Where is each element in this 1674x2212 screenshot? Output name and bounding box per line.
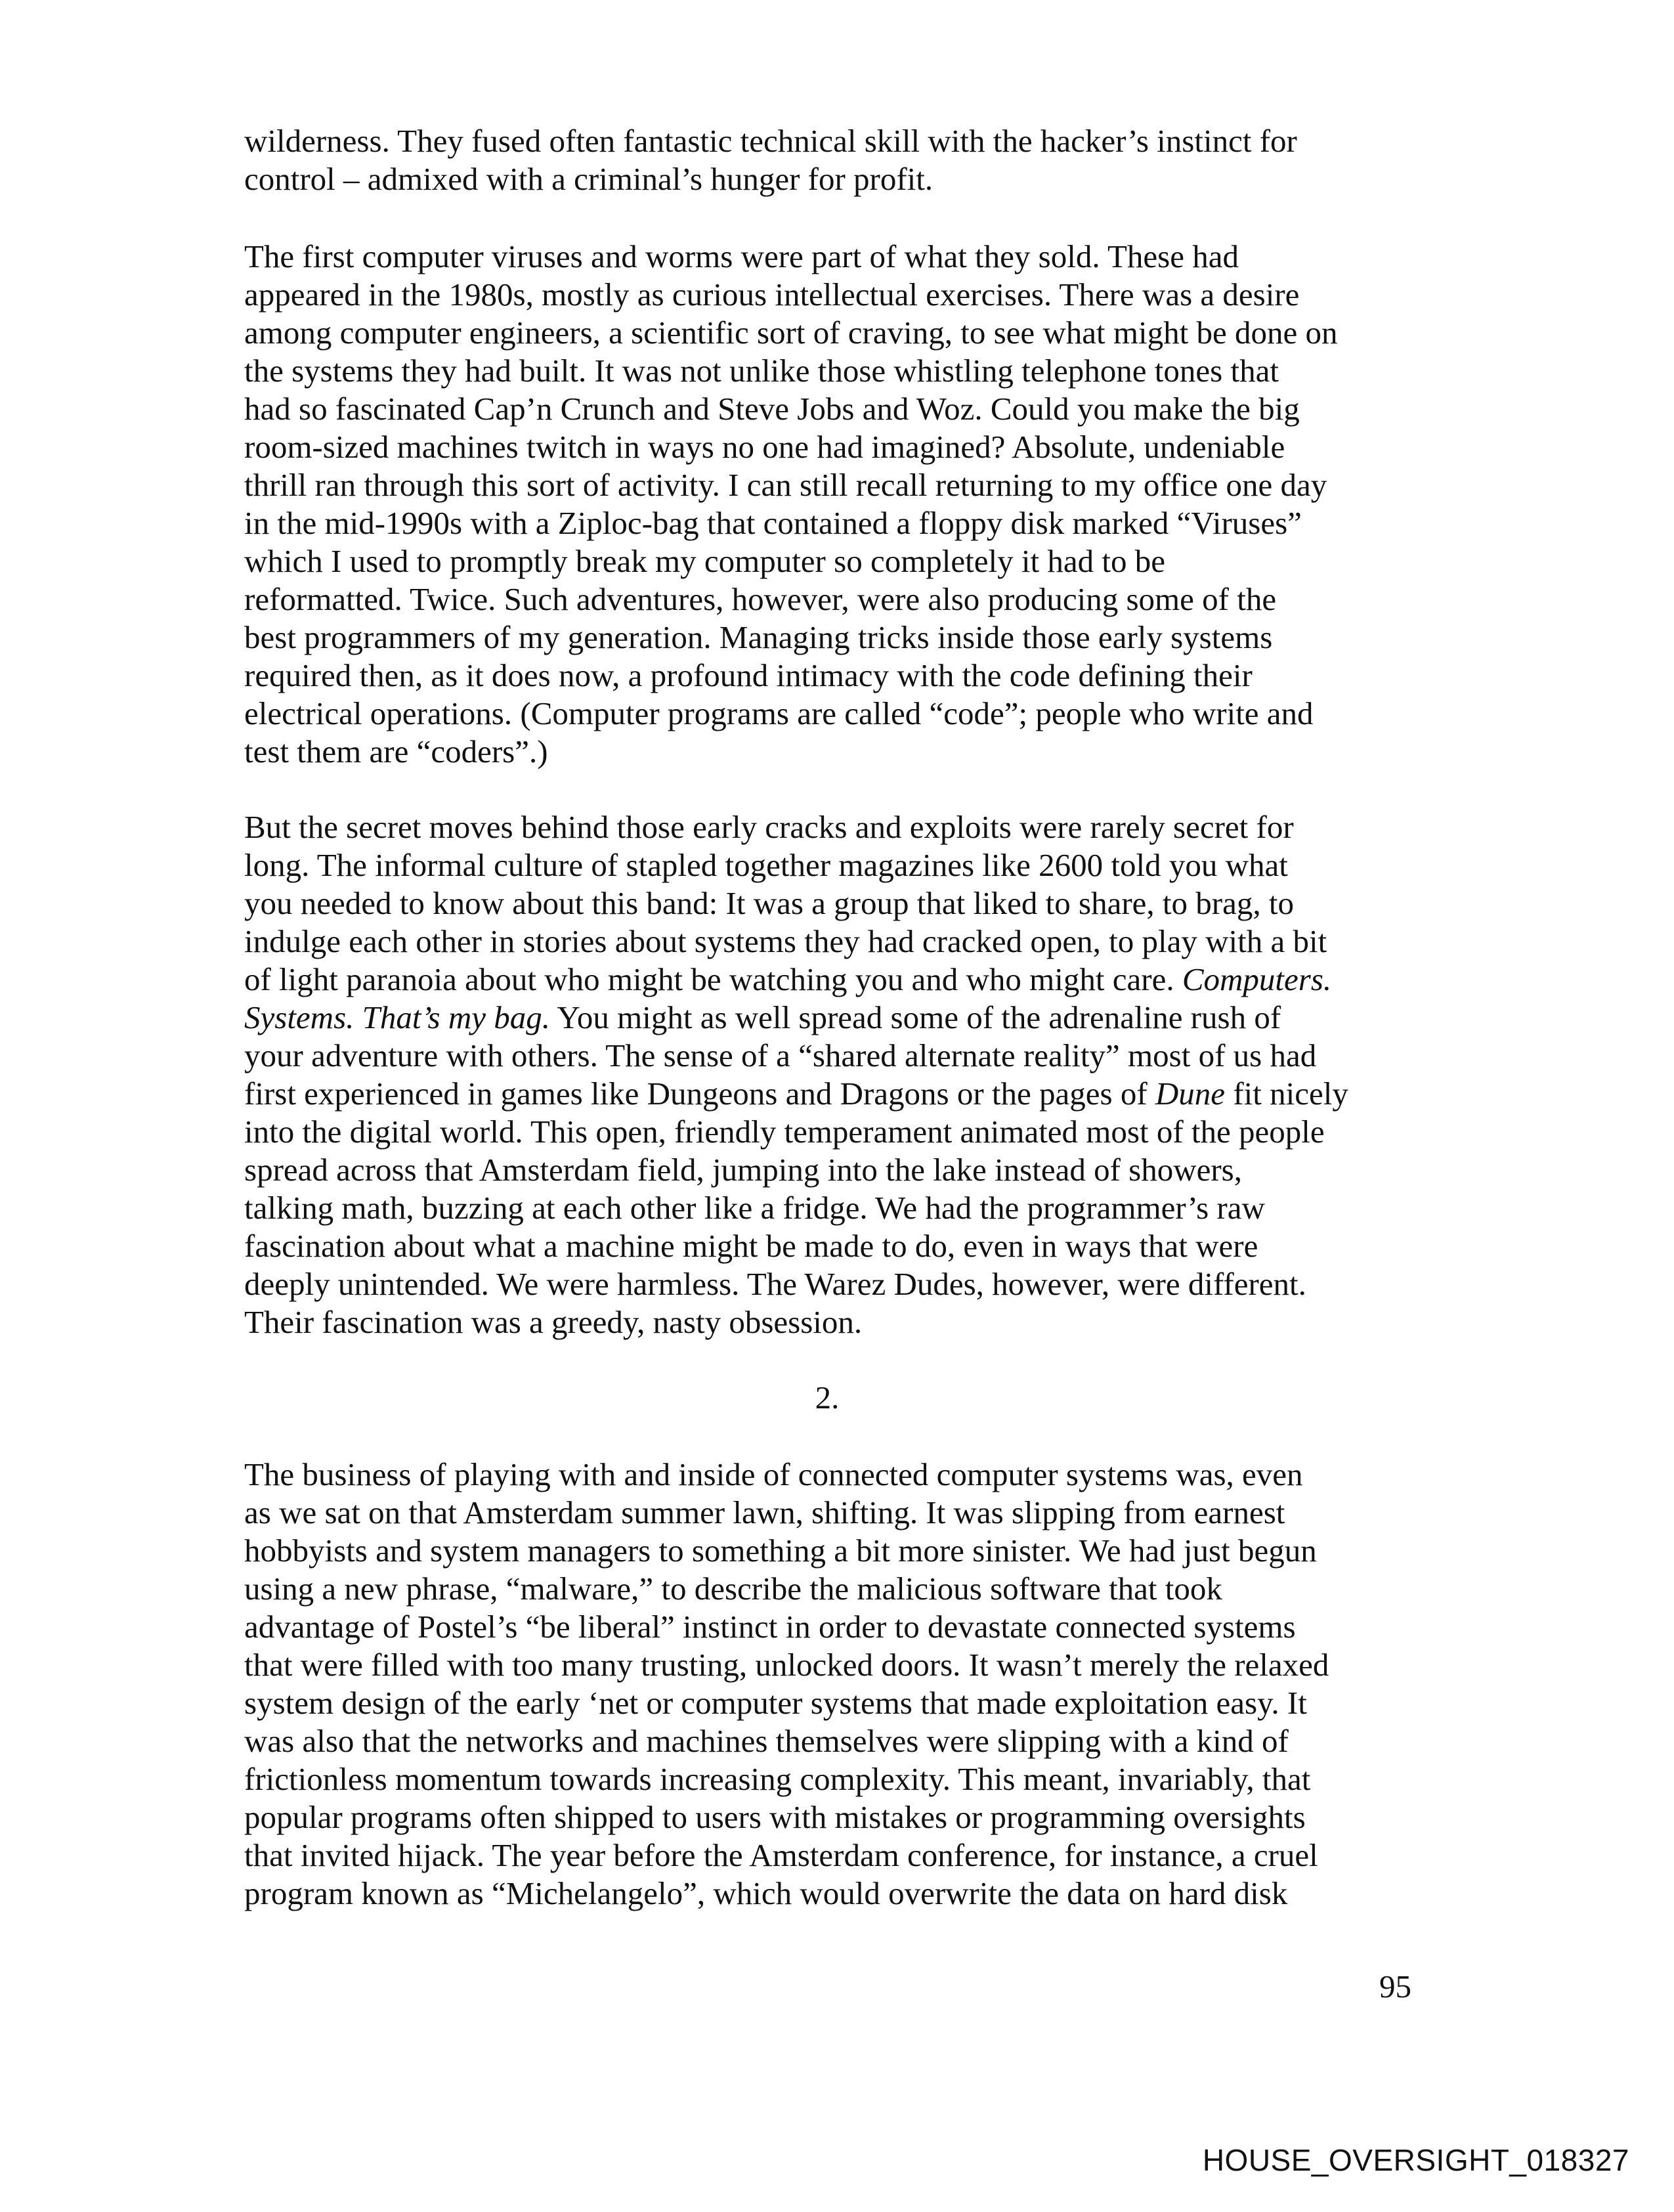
text-line <box>244 695 1338 733</box>
text-line <box>244 846 1348 884</box>
text-line <box>244 1189 1348 1227</box>
paragraph-2 <box>244 238 1338 771</box>
text-segment: into the digital world. This open, friendly temperament animated most of the people <box>244 1114 1325 1150</box>
text-segment: hobbyists and system managers to something a bit more sinister. We had just begun <box>244 1532 1317 1569</box>
text-line <box>244 961 1348 999</box>
text-line <box>244 1303 1348 1341</box>
paragraph-4 <box>244 1456 1329 1913</box>
text-line <box>244 1456 1329 1494</box>
text-segment: talking math, buzzing at each other like a fridge. We had the programmer’s raw <box>244 1190 1265 1226</box>
text-line <box>244 1113 1348 1151</box>
text-line <box>244 733 1338 771</box>
text-segment: The first computer viruses and worms were part of what they sold. These had <box>244 238 1239 274</box>
text-segment: spread across that Amsterdam field, jumping into the lake instead of showers, <box>244 1152 1243 1188</box>
text-line <box>244 1760 1329 1798</box>
text-line <box>244 542 1338 580</box>
italic-text: Dune <box>1155 1075 1226 1112</box>
text-segment: indulge each other in stories about systems they had cracked open, to play with a bit <box>244 923 1327 959</box>
bates-footer: HOUSE_OVERSIGHT_018327 <box>1202 2143 1629 2177</box>
text-segment: popular programs often shipped to users with mistakes or programming oversights <box>244 1799 1306 1835</box>
text-line <box>244 1646 1329 1684</box>
text-line <box>244 808 1348 846</box>
text-line <box>244 1494 1329 1532</box>
page-number: 95 <box>1379 1968 1411 2005</box>
text-segment: program known as “Michelangelo”, which would overwrite the data on hard disk <box>244 1875 1288 1911</box>
text-line <box>244 884 1348 922</box>
italic-text: Systems. That’s my bag. <box>244 999 550 1035</box>
text-line <box>244 1227 1348 1265</box>
text-segment: using a new phrase, “malware,” to describe the malicious software that took <box>244 1571 1222 1607</box>
text-segment: that were filled with too many trusting, unlocked doors. It wasn’t merely the relaxed <box>244 1647 1329 1683</box>
text-segment: among computer engineers, a scientific sort of craving, to see what might be done on <box>244 314 1338 351</box>
text-segment: wilderness. They fused often fantastic technical skill with the hacker’s instinct for <box>244 123 1297 159</box>
text-segment: which I used to promptly break my computer so completely it had to be <box>244 543 1165 579</box>
text-line <box>244 1570 1329 1608</box>
text-line <box>244 1151 1348 1189</box>
text-segment: You might as well spread some of the adrenaline rush of <box>549 999 1281 1035</box>
text-line <box>244 238 1338 276</box>
text-line <box>244 352 1338 390</box>
text-line <box>244 122 1297 160</box>
text-line <box>244 618 1338 657</box>
text-segment: system design of the early ‘net or computer systems that made exploitation easy. It <box>244 1685 1307 1721</box>
text-segment: thrill ran through this sort of activity. I can still recall returning to my office one day <box>244 467 1327 503</box>
text-segment: first experienced in games like Dungeons and Dragons or the pages of <box>244 1075 1155 1112</box>
text-segment: The business of playing with and inside of connected computer systems was, even <box>244 1456 1303 1492</box>
text-segment: Their fascination was a greedy, nasty obsession. <box>244 1304 863 1340</box>
text-line <box>244 1265 1348 1303</box>
text-segment: your adventure with others. The sense of a “shared alternate reality” most of us had <box>244 1037 1317 1073</box>
text-segment: advantage of Postel’s “be liberal” instinct in order to devastate connected systems <box>244 1609 1296 1645</box>
text-segment: was also that the networks and machines themselves were slipping with a kind of <box>244 1723 1289 1759</box>
text-segment: test them are “coders”.) <box>244 733 548 770</box>
text-line <box>244 1722 1329 1760</box>
text-segment: fascination about what a machine might be made to do, even in ways that were <box>244 1228 1258 1264</box>
text-line <box>244 1684 1329 1722</box>
text-line <box>244 999 1348 1037</box>
text-segment: as we sat on that Amsterdam summer lawn, shifting. It was slipping from earnest <box>244 1494 1285 1530</box>
paragraph-3 <box>244 808 1348 1341</box>
text-segment: fit nicely <box>1225 1075 1348 1112</box>
text-line <box>244 580 1338 618</box>
text-segment: reformatted. Twice. Such adventures, however, were also producing some of the <box>244 581 1277 617</box>
text-line <box>244 1532 1329 1570</box>
text-segment: control – admixed with a criminal’s hunger for profit. <box>244 161 934 197</box>
text-line <box>244 504 1338 542</box>
text-segment: that invited hijack. The year before the Amsterdam conference, for instance, a cruel <box>244 1837 1318 1873</box>
text-line <box>244 276 1338 314</box>
text-segment: in the mid-1990s with a Ziploc-bag that contained a floppy disk marked “Viruses” <box>244 505 1302 541</box>
text-line <box>244 922 1348 961</box>
text-line <box>244 1836 1329 1875</box>
text-segment: of light paranoia about who might be watching you and who might care. <box>244 961 1182 997</box>
text-line <box>244 1037 1348 1075</box>
text-segment: deeply unintended. We were harmless. The Warez Dudes, however, were different. <box>244 1266 1306 1302</box>
text-line <box>244 1608 1329 1646</box>
text-line <box>244 466 1338 504</box>
text-line <box>244 1798 1329 1836</box>
text-segment: electrical operations. (Computer programs are called “code”; people who write and <box>244 695 1314 731</box>
text-line <box>244 1075 1348 1113</box>
text-line <box>244 160 1297 198</box>
text-segment: the systems they had built. It was not unlike those whistling telephone tones that <box>244 353 1279 389</box>
text-line <box>244 1875 1329 1913</box>
text-segment: But the secret moves behind those early cracks and exploits were rarely secret for <box>244 809 1294 845</box>
text-segment: you needed to know about this band: It was a group that liked to share, to brag, to <box>244 885 1294 921</box>
text-line <box>244 428 1338 466</box>
text-segment: had so fascinated Cap’n Crunch and Steve Jobs and Woz. Could you make the big <box>244 391 1300 427</box>
text-segment: best programmers of my generation. Managing tricks inside those early systems <box>244 619 1273 655</box>
text-line <box>244 314 1338 352</box>
text-segment: appeared in the 1980s, mostly as curious intellectual exercises. There was a desire <box>244 276 1300 313</box>
text-segment: required then, as it does now, a profound intimacy with the code defining their <box>244 657 1253 693</box>
text-line <box>244 657 1338 695</box>
italic-text: Computers. <box>1182 961 1332 997</box>
text-segment: frictionless momentum towards increasing complexity. This meant, invariably, that <box>244 1761 1311 1797</box>
text-segment: long. The informal culture of stapled together magazines like 2600 told you what <box>244 847 1288 883</box>
paragraph-1 <box>244 122 1297 198</box>
text-segment: room-sized machines twitch in ways no one had imagined? Absolute, undeniable <box>244 429 1285 465</box>
section-number: 2. <box>815 1379 840 1416</box>
text-line <box>244 390 1338 428</box>
